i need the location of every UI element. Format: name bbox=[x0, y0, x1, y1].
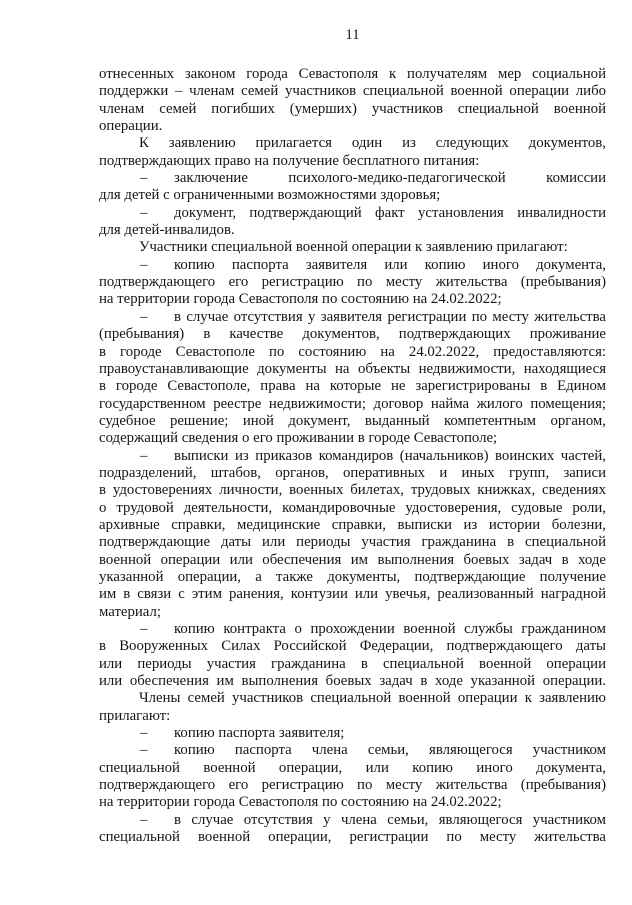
list-dash: – bbox=[140, 621, 148, 637]
line-text: копию паспорта заявителя или копию иного документа, bbox=[174, 256, 606, 273]
line-text: копию контракта о прохождении военной службы гражданином bbox=[174, 621, 606, 637]
text-line: или периоды участия гражданина в специальной военной операции bbox=[99, 655, 606, 672]
list-item-line bbox=[99, 170, 606, 187]
text-line: подтверждающих право на получение бесплатного питания: bbox=[99, 152, 480, 169]
line-text: копию паспорта члена семьи, являющегося участником bbox=[174, 742, 606, 759]
line-text: заключение психолого-медико-педагогической комиссии bbox=[174, 170, 606, 187]
text-line: подтверждающего его регистрацию по месту жительства (пребывания) bbox=[99, 274, 606, 291]
line-text: в случае отсутствия у члена семьи, являющегося участником bbox=[174, 811, 606, 828]
text-line: для детей с ограниченными возможностями здоровья; bbox=[99, 187, 441, 204]
line-text: в случае отсутствия у заявителя регистрации по месту жительства bbox=[174, 308, 606, 325]
list-item-line bbox=[99, 621, 606, 638]
list-item-line bbox=[99, 725, 606, 742]
list-item-line bbox=[99, 742, 606, 759]
text-line: специальной военной операции, или копию иного документа, bbox=[99, 759, 606, 776]
list-item-line bbox=[99, 448, 606, 465]
text-line: подтверждающего его регистрацию по месту жительства (пребывания) bbox=[99, 777, 606, 794]
text-line: или обеспечения им выполнения боевых задач в ходе указанной операции. bbox=[99, 673, 606, 690]
list-dash: – bbox=[140, 170, 148, 187]
text-line: для детей-инвалидов. bbox=[99, 222, 235, 239]
text-line: государственном реестре недвижимости; договор найма жилого помещения; bbox=[99, 395, 606, 412]
text-line: им в связи с этим ранения, контузии или увечья, реализованный наградной bbox=[99, 586, 606, 603]
text-line: прилагают: bbox=[99, 707, 171, 724]
text-line: указанной операции, а также документы, подтверждающие получение bbox=[99, 568, 606, 585]
list-item-line bbox=[99, 257, 606, 274]
list-dash: – bbox=[140, 256, 148, 273]
text-line: подтверждающие даты или периоды участия гражданина в специальной bbox=[99, 534, 606, 551]
text-line: операции. bbox=[99, 118, 163, 135]
list-dash: – bbox=[140, 811, 148, 828]
text-line: специальной военной операции, регистрации по месту жительства bbox=[99, 829, 606, 846]
paragraph-first-line: Члены семей участников специальной военной операции к заявлению bbox=[139, 690, 606, 707]
text-line: членам семей погибших (умерших) участников специальной военной bbox=[99, 100, 606, 117]
text-line: на территории города Севастополя по состоянию на 24.02.2022; bbox=[99, 291, 502, 308]
text-line: отнесенных законом города Севастополя к получателям мер социальной bbox=[99, 66, 606, 82]
text-line: материал; bbox=[99, 603, 161, 620]
page-number: 11 bbox=[345, 27, 360, 43]
text-line: подразделений, штабов, органов, оперативных и иных групп, записи bbox=[99, 464, 606, 481]
list-dash: – bbox=[140, 204, 148, 221]
line-text: копию паспорта заявителя; bbox=[174, 725, 345, 742]
text-line: поддержки – членам семей участников специальной военной операции либо bbox=[99, 83, 606, 100]
text-line: на территории города Севастополя по состоянию на 24.02.2022; bbox=[99, 794, 502, 811]
text-line: содержащий сведения о его проживании в городе Севастополе; bbox=[99, 430, 498, 447]
text-line: (пребывания) в качестве документов, подтверждающих проживание bbox=[99, 326, 606, 343]
text-line: правоустанавливающие документы на объекты недвижимости, находящиеся bbox=[99, 360, 606, 377]
document-body bbox=[99, 66, 606, 846]
list-dash: – bbox=[140, 447, 148, 464]
line-text: выписки из приказов командиров (начальников) воинских частей, bbox=[174, 447, 606, 464]
list-item-line bbox=[99, 309, 606, 326]
text-line: в городе Севастополе, права на которые не зарегистрированы в Едином bbox=[99, 378, 606, 395]
line-text: документ, подтверждающий факт установления инвалидности bbox=[174, 204, 606, 221]
text-line: в Вооруженных Силах Российской Федерации, подтверждающего даты bbox=[99, 638, 606, 655]
text-line: в удостоверениях личности, военных билетах, трудовых книжках, сведениях bbox=[99, 482, 606, 499]
list-item-line bbox=[99, 812, 606, 829]
text-line: архивные справки, медицинские справки, выписки из истории болезни, bbox=[99, 516, 606, 533]
text-line: о трудовой деятельности, командировочные удостоверения, судовые роли, bbox=[99, 499, 606, 516]
text-line: в городе Севастополе по состоянию на 24.02.2022, предоставляются: bbox=[99, 343, 606, 360]
list-dash: – bbox=[140, 725, 148, 742]
paragraph-first-line: К заявлению прилагается один из следующих документов, bbox=[139, 135, 606, 152]
list-item-line bbox=[99, 205, 606, 222]
text-line: судебное решение; иной документ, выданный компетентным органом, bbox=[99, 412, 606, 429]
paragraph-first-line: Участники специальной военной операции к заявлению прилагают: bbox=[139, 239, 568, 256]
list-dash: – bbox=[140, 308, 148, 325]
list-dash: – bbox=[140, 742, 148, 759]
text-line: военной операции или обеспечения им выполнения боевых задач в ходе bbox=[99, 551, 606, 568]
